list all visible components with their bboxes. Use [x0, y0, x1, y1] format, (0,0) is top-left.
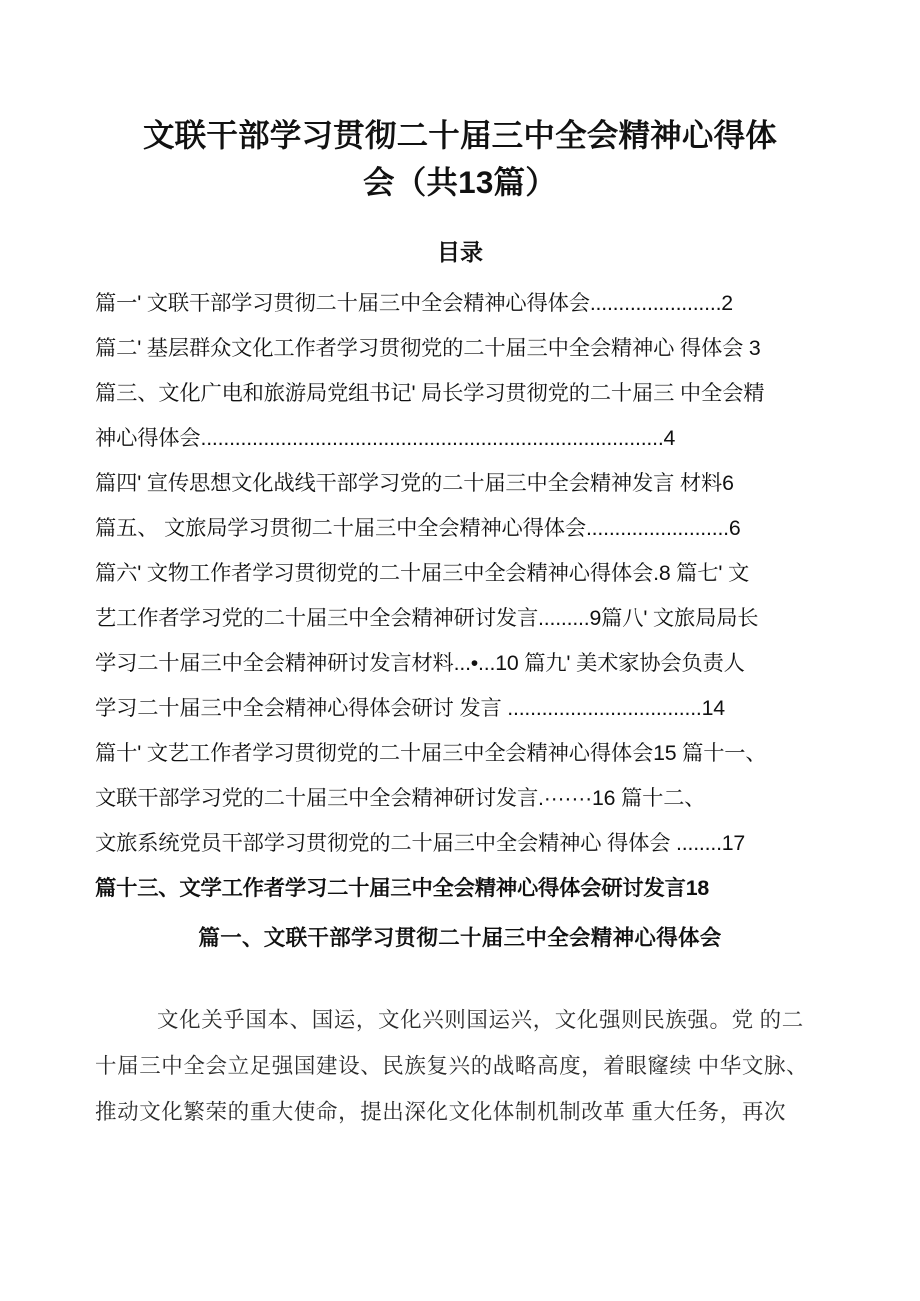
toc-entry[interactable]: 学习二十届三中全会精神心得体会研讨 发言 ..................................14 [95, 696, 725, 720]
toc-entry[interactable]: 篇一' 文联干部学习贯彻二十届三中全会精神心得体会.......................2 [95, 291, 733, 315]
table-of-contents-heading: 目录 [437, 239, 483, 265]
toc-entry[interactable]: 篇十' 文艺工作者学习贯彻党的二十届三中全会精神心得体会15 篇十一、 [95, 741, 767, 765]
toc-entry[interactable]: 篇六' 文物工作者学习贯彻党的二十届三中全会精神心得体会.8 篇七' 文 [95, 561, 750, 585]
table-of-contents [95, 269, 825, 911]
body-line: 十届三中全会立足强国建设、民族复兴的战略高度，着眼窿续 中华文脉、 [95, 1054, 809, 1078]
toc-entry[interactable]: 艺工作者学习党的二十届三中全会精神研讨发言.........9篇八' 文旅局局长 [95, 606, 759, 630]
toc-entry[interactable]: 文旅系统党员干部学习贯彻党的二十届三中全会精神心 得体会 ........17 [95, 831, 746, 855]
toc-entry[interactable]: 篇十三、文学工作者学习二十届三中全会精神心得体会研讨发言18 [95, 876, 710, 900]
toc-entry[interactable]: 学习二十届三中全会精神研讨发言材料...•...10 篇九' 美术家协会负责人 [95, 651, 745, 675]
toc-entry[interactable]: 神心得体会.................................................................................4 [95, 426, 676, 450]
document-title-line-1: 文联干部学习贯彻二十届三中全会精神心得体 [142, 117, 777, 153]
toc-entry[interactable]: 篇三、文化广电和旅游局党组书记' 局长学习贯彻党的二十届三 中全会精 [95, 381, 765, 405]
toc-entry[interactable]: 文联干部学习党的二十届三中全会精神研讨发言.·······16 篇十二、 [95, 786, 706, 810]
body-paragraph [95, 957, 825, 1135]
toc-entry[interactable]: 篇二' 基层群众文化工作者学习贯彻党的二十届三中全会精神心 得体会 3 [95, 336, 761, 360]
body-line: 推动文化繁荣的重大使命，提出深化文化体制机制改革 重大任务，再次 [95, 1100, 787, 1124]
document-title [95, 0, 825, 206]
toc-entry[interactable]: 篇四' 宣传思想文化战线干部学习党的二十届三中全会精神发言 材料6 [95, 471, 734, 495]
toc-entry[interactable]: 篇五、 文旅局学习贯彻二十届三中全会精神心得体会.........................6 [95, 516, 741, 540]
document-title-line-2: 会（共13篇） [363, 164, 557, 200]
body-line: 文化关乎国本、国运，文化兴则国运兴，文化强则民族强。党 的二 [157, 1008, 804, 1032]
section-heading: 篇一、文联干部学习贯彻二十届三中全会精神心得体会 [198, 926, 722, 950]
